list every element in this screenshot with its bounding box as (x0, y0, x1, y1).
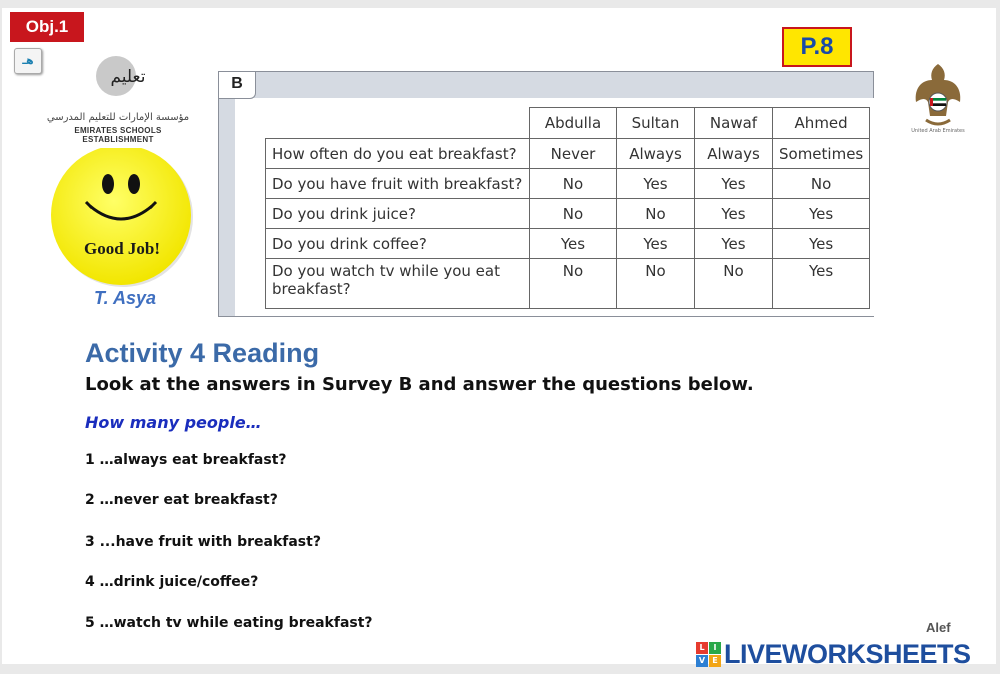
lw-icon-letter: V (696, 655, 708, 667)
ese-english-name: EMIRATES SCHOOLS ESTABLISHMENT (74, 126, 162, 144)
lw-icon-letter: L (696, 642, 708, 654)
survey-label: B (219, 72, 256, 99)
question-item: 5 …watch tv while eating breakfast? (85, 615, 373, 631)
question-item: 3 ...have fruit with breakfast? (85, 534, 321, 550)
column-header: Ahmed (773, 108, 870, 139)
activity-title: Activity 4 Reading (85, 338, 320, 368)
survey-question: Do you have fruit with breakfast? (266, 169, 530, 199)
liveworksheets-icon (696, 642, 721, 667)
table-row (266, 259, 870, 309)
survey-answer: No (617, 259, 695, 309)
smiley-icon (50, 148, 200, 288)
survey-answer: Yes (617, 229, 695, 259)
stamp-icon: هـ (14, 48, 42, 74)
ese-logo-icon (38, 48, 198, 112)
activity-instruction: Look at the answers in Survey B and answer the questions below. (85, 374, 754, 395)
column-header: Sultan (617, 108, 695, 139)
lw-icon-letter: E (709, 655, 721, 667)
survey-answer: No (530, 259, 617, 309)
good-job-text: Good Job! (83, 239, 161, 258)
survey-question: Do you drink juice? (266, 199, 530, 229)
emblem-caption: United Arab Emirates (911, 128, 965, 134)
survey-answer: Yes (695, 229, 773, 259)
objective-badge: Obj.1 (10, 12, 84, 42)
survey-answer: Always (695, 139, 773, 169)
survey-answer: Yes (617, 169, 695, 199)
question-item: 1 …always eat breakfast? (85, 452, 287, 468)
uae-emblem-icon (908, 58, 968, 138)
survey-header-row (266, 108, 870, 139)
page-number-badge: P.8 (782, 27, 852, 67)
survey-b-panel (218, 71, 874, 317)
survey-answer: Yes (773, 199, 870, 229)
good-job-smiley (50, 148, 200, 292)
table-row (266, 199, 870, 229)
column-header: Nawaf (695, 108, 773, 139)
survey-header-blank (266, 108, 530, 139)
table-row (266, 139, 870, 169)
question-item: 4 …drink juice/coffee? (85, 574, 259, 590)
survey-answer: Never (530, 139, 617, 169)
survey-answer: No (617, 199, 695, 229)
ese-arabic-name: مؤسسة الإمارات للتعليم المدرسي (46, 112, 190, 123)
survey-answer: No (530, 169, 617, 199)
survey-answer: Yes (695, 199, 773, 229)
survey-answer: Always (617, 139, 695, 169)
table-row (266, 229, 870, 259)
survey-answer: Yes (695, 169, 773, 199)
ese-logo (38, 48, 198, 144)
question-item: 2 …never eat breakfast? (85, 492, 278, 508)
question-prompt: How many people… (85, 413, 262, 432)
survey-question: Do you drink coffee? (266, 229, 530, 259)
column-header: Abdulla (530, 108, 617, 139)
survey-answer: No (773, 169, 870, 199)
liveworksheets-logo[interactable] (696, 639, 971, 669)
survey-question: Do you watch tv while you eat breakfast? (266, 259, 530, 309)
survey-table (265, 107, 870, 309)
survey-answer: No (695, 259, 773, 309)
liveworksheets-text: LIVEWORKSHEETS (724, 638, 971, 669)
teacher-name: T. Asya (94, 288, 157, 308)
survey-answer: Yes (773, 259, 870, 309)
survey-answer: Yes (530, 229, 617, 259)
table-row (266, 169, 870, 199)
alef-logo: Alef (926, 620, 951, 635)
ese-logo-arabic-word: تعليم (110, 67, 146, 87)
survey-answer: Yes (773, 229, 870, 259)
survey-question: How often do you eat breakfast? (266, 139, 530, 169)
lw-icon-letter: I (709, 642, 721, 654)
survey-answer: Sometimes (773, 139, 870, 169)
survey-answer: No (530, 199, 617, 229)
